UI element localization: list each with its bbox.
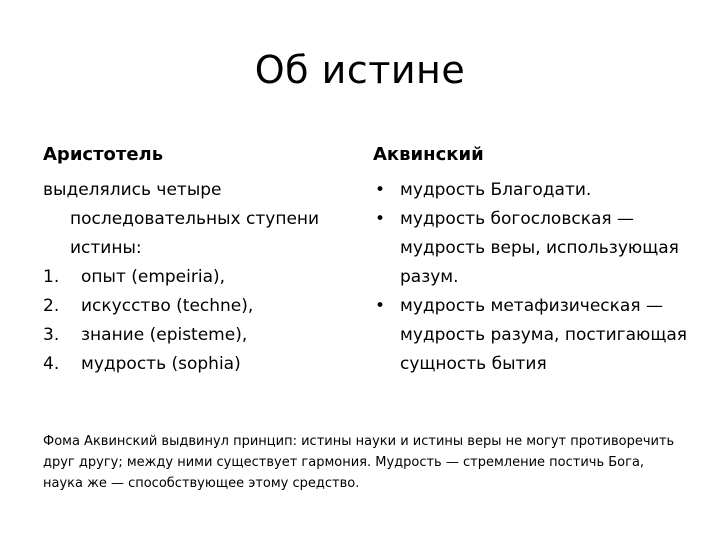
aquinas-heading: Аквинский	[373, 144, 484, 165]
list-item-number: 1.	[43, 267, 60, 287]
list-item-text: мудрость метафизическая — мудрость разума, постигающая сущность бытия	[400, 296, 687, 374]
bullet-icon: •	[375, 180, 386, 200]
slide-title: Об истине	[254, 48, 466, 92]
list-item	[43, 263, 343, 292]
list-item	[43, 350, 343, 379]
list-item-text: знание (episteme),	[81, 325, 248, 345]
list-item	[373, 176, 693, 205]
bullet-icon: •	[375, 296, 386, 316]
aristotle-column	[43, 142, 343, 379]
list-item-number: 3.	[43, 325, 60, 345]
list-item	[43, 321, 343, 350]
aristotle-heading: Аристотель	[43, 144, 164, 165]
aquinas-column	[373, 142, 693, 379]
wisdom-types-list	[373, 176, 693, 379]
list-item	[43, 292, 343, 321]
list-item	[373, 205, 693, 292]
list-item	[373, 292, 693, 379]
list-item-number: 2.	[43, 296, 60, 316]
aristotle-lead-text: выделялись четыре последовательных ступени истины:	[43, 180, 320, 258]
list-item-text: опыт (empeiria),	[81, 267, 226, 287]
list-item-text: мудрость богословская — мудрость веры, использующая разум.	[400, 209, 679, 287]
list-item-text: мудрость Благодати.	[400, 180, 592, 200]
truth-stages-list	[43, 263, 343, 379]
footer-note: Фома Аквинский выдвинул принцип: истины науки и истины веры не могут противоречить друг другу; между ними существует гармония. Мудрость — стремление постичь Бога, наука же — способствующее этому средство.	[43, 434, 675, 491]
list-item-text: мудрость (sophia)	[81, 354, 241, 374]
list-item-number: 4.	[43, 354, 60, 374]
bullet-icon: •	[375, 209, 386, 229]
list-item-text: искусство (techne),	[81, 296, 254, 316]
